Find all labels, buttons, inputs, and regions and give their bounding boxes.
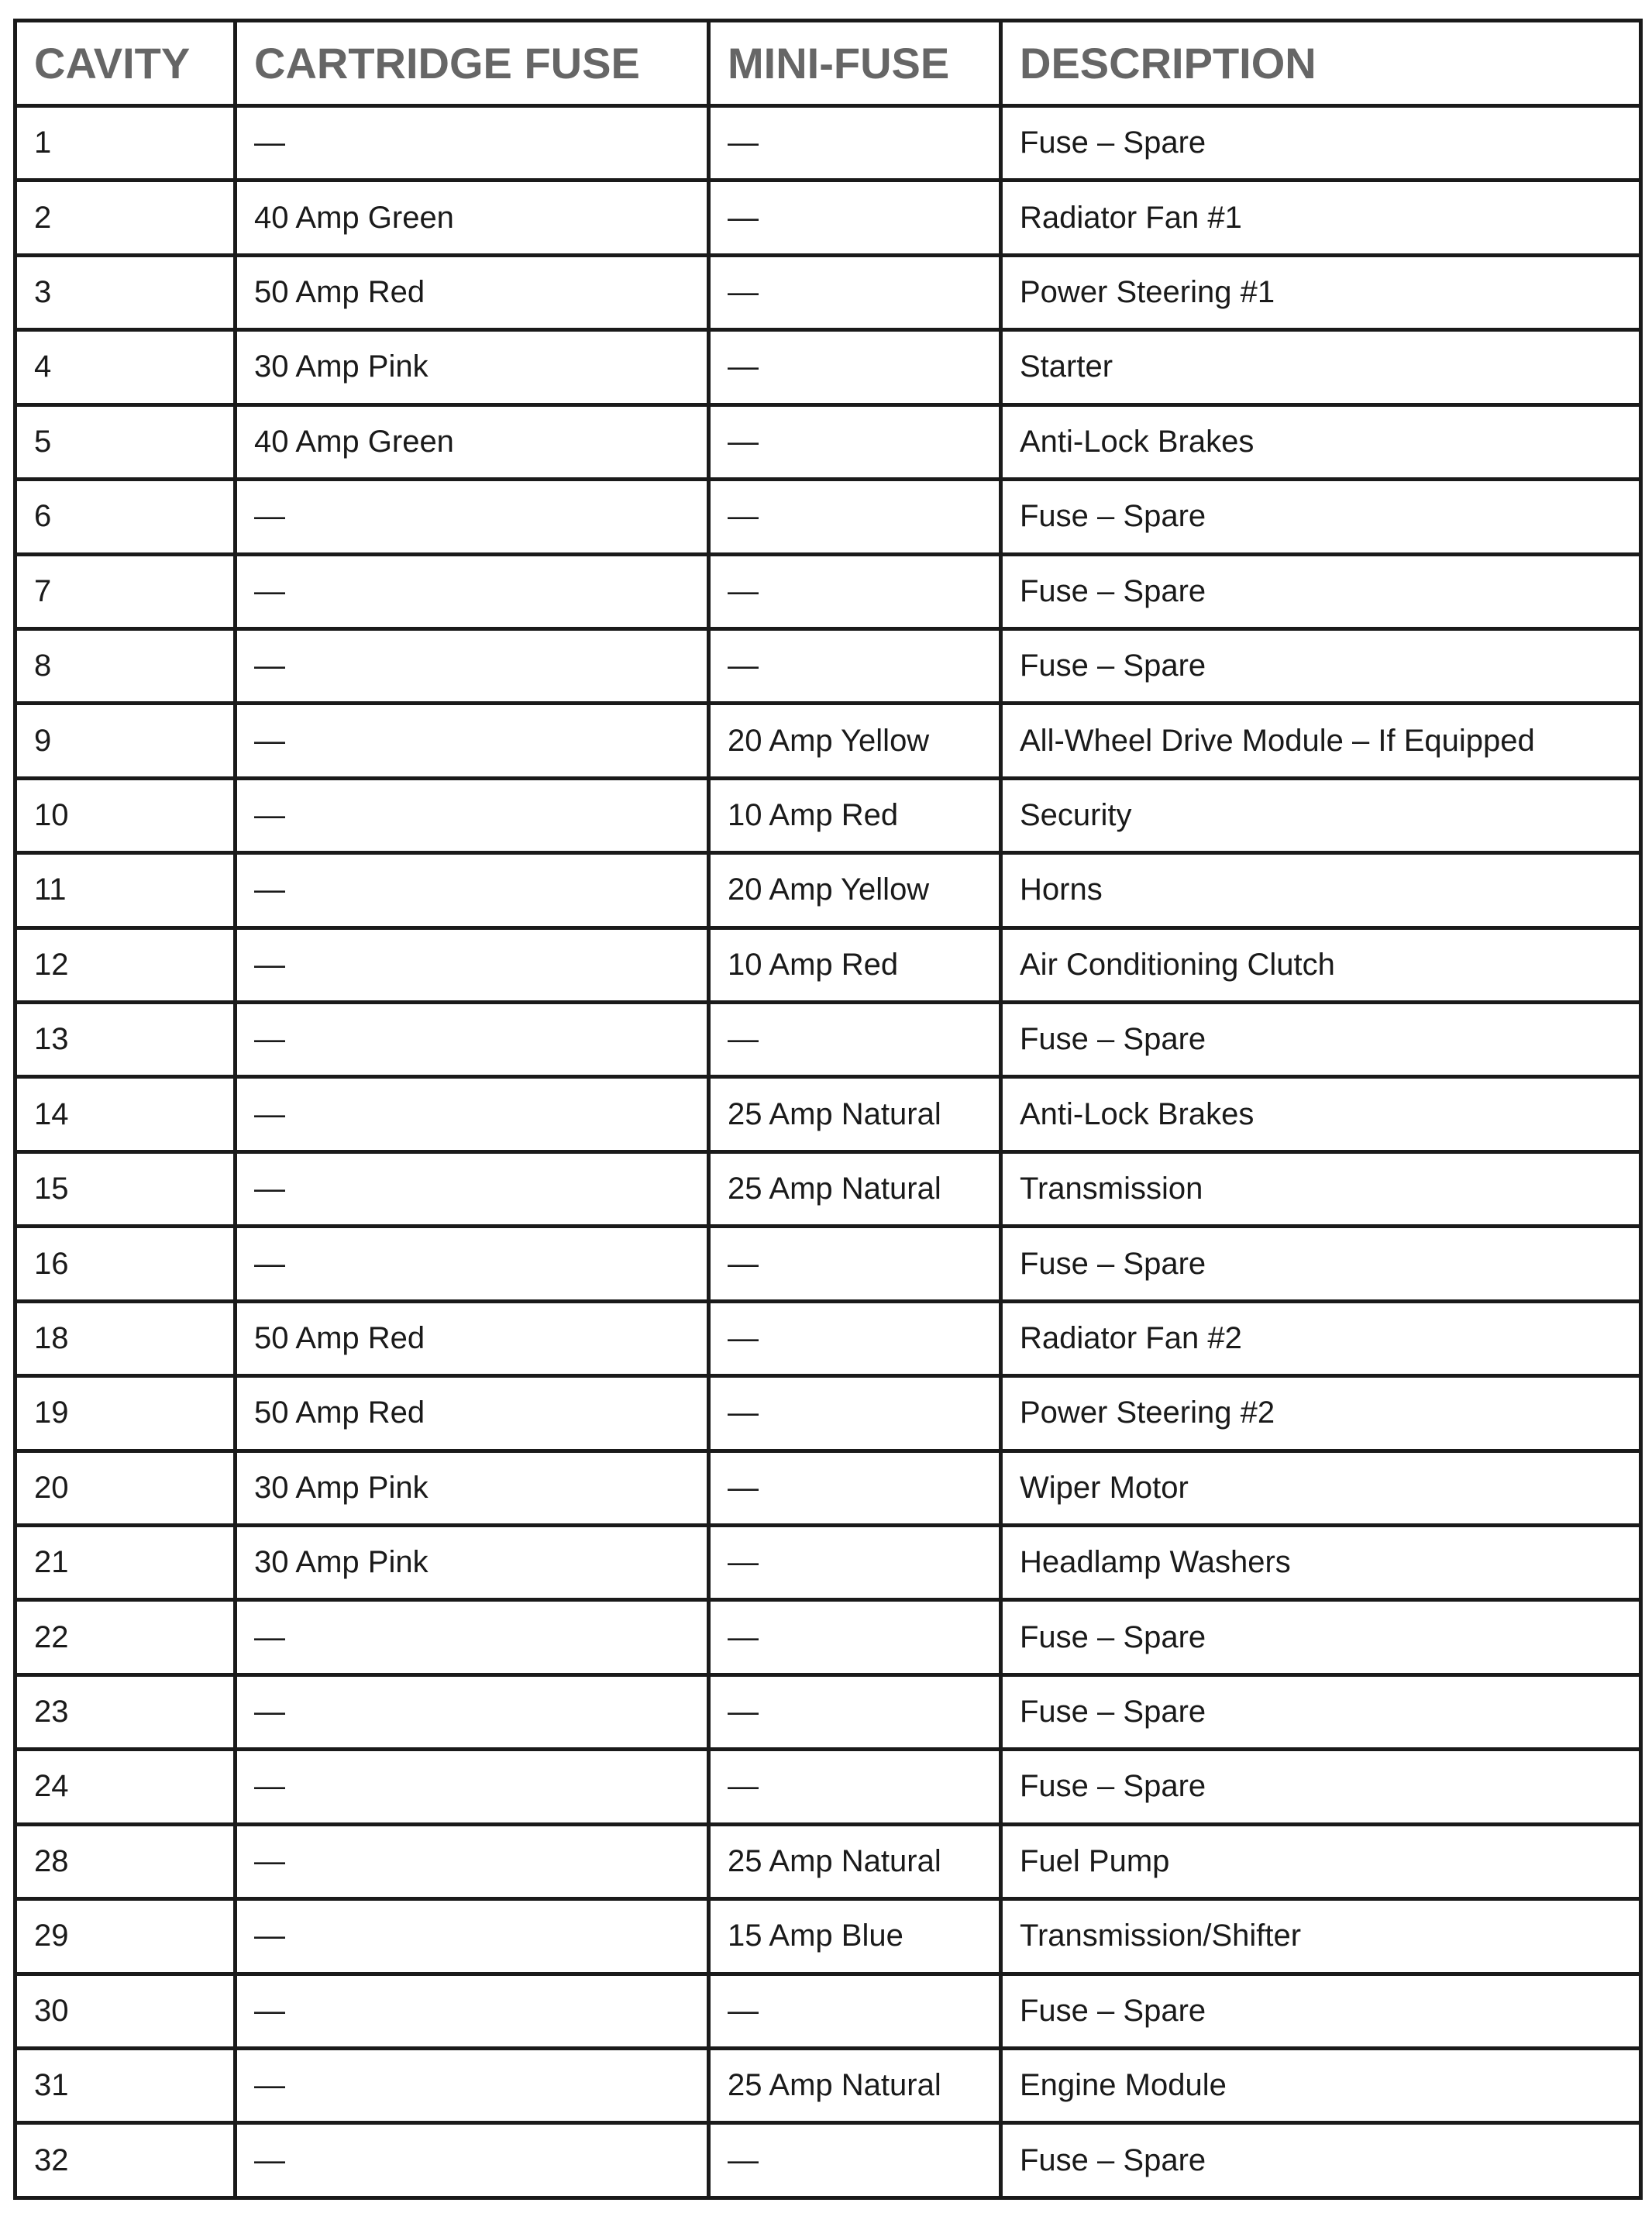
cell-description: Air Conditioning Clutch [1001, 928, 1641, 1002]
cell-mini-fuse: 20 Amp Yellow [709, 704, 1001, 778]
cell-cartridge-fuse: — [236, 1899, 709, 1974]
table-row [15, 1227, 1641, 1301]
cell-cavity: 24 [15, 1750, 236, 1824]
cell-cartridge-fuse: — [236, 2123, 709, 2198]
table-row [15, 2048, 1641, 2122]
cell-description: Fuse – Spare [1001, 480, 1641, 554]
cell-description: Starter [1001, 330, 1641, 404]
cell-cartridge-fuse: — [236, 1151, 709, 1226]
cell-cartridge-fuse: — [236, 704, 709, 778]
table-row [15, 1974, 1641, 2048]
cell-description: Security [1001, 778, 1641, 852]
cell-description: Anti-Lock Brakes [1001, 1077, 1641, 1151]
cell-cartridge-fuse: 40 Amp Green [236, 181, 709, 255]
table-row [15, 554, 1641, 628]
cell-description: Engine Module [1001, 2048, 1641, 2122]
cell-mini-fuse: 25 Amp Natural [709, 2048, 1001, 2122]
cell-description: Transmission [1001, 1151, 1641, 1226]
cell-cartridge-fuse: — [236, 1824, 709, 1898]
cell-cavity: 28 [15, 1824, 236, 1898]
cell-mini-fuse: — [709, 1974, 1001, 2048]
cell-cartridge-fuse: 30 Amp Pink [236, 330, 709, 404]
cell-cavity: 18 [15, 1301, 236, 1375]
table-row [15, 1376, 1641, 1451]
cell-cartridge-fuse: — [236, 554, 709, 628]
cell-mini-fuse: — [709, 628, 1001, 703]
cell-description: Fuse – Spare [1001, 2123, 1641, 2198]
cell-cavity: 13 [15, 1003, 236, 1077]
cell-description: Anti-Lock Brakes [1001, 404, 1641, 479]
cell-mini-fuse: — [709, 330, 1001, 404]
cell-mini-fuse: — [709, 1750, 1001, 1824]
table-row [15, 853, 1641, 928]
table-row [15, 1750, 1641, 1824]
cell-cartridge-fuse: 30 Amp Pink [236, 1526, 709, 1600]
cell-mini-fuse: — [709, 1376, 1001, 1451]
cell-cartridge-fuse: 50 Amp Red [236, 255, 709, 329]
cell-mini-fuse: — [709, 1451, 1001, 1525]
fuse-table [13, 19, 1643, 2200]
cell-cavity: 29 [15, 1899, 236, 1974]
cell-cavity: 7 [15, 554, 236, 628]
cell-description: Fuse – Spare [1001, 1674, 1641, 1749]
cell-mini-fuse: 25 Amp Natural [709, 1824, 1001, 1898]
cell-cartridge-fuse: — [236, 1674, 709, 1749]
table-row [15, 255, 1641, 329]
cell-cartridge-fuse: — [236, 1003, 709, 1077]
cell-cavity: 9 [15, 704, 236, 778]
cell-mini-fuse: — [709, 1003, 1001, 1077]
cell-cavity: 30 [15, 1974, 236, 2048]
cell-mini-fuse: 25 Amp Natural [709, 1151, 1001, 1226]
cell-description: Transmission/Shifter [1001, 1899, 1641, 1974]
cell-cavity: 21 [15, 1526, 236, 1600]
table-row [15, 2123, 1641, 2198]
table-row [15, 106, 1641, 181]
table-row [15, 1077, 1641, 1151]
cell-cartridge-fuse: 50 Amp Red [236, 1376, 709, 1451]
cell-cavity: 5 [15, 404, 236, 479]
cell-cartridge-fuse: — [236, 106, 709, 181]
cell-mini-fuse: — [709, 1526, 1001, 1600]
cell-cavity: 1 [15, 106, 236, 181]
cell-mini-fuse: 15 Amp Blue [709, 1899, 1001, 1974]
table-row [15, 1899, 1641, 1974]
cell-mini-fuse: — [709, 554, 1001, 628]
cell-cartridge-fuse: — [236, 1600, 709, 1674]
cell-cavity: 11 [15, 853, 236, 928]
cell-description: Fuse – Spare [1001, 1974, 1641, 2048]
cell-mini-fuse: — [709, 106, 1001, 181]
cell-cavity: 2 [15, 181, 236, 255]
cell-mini-fuse: — [709, 1674, 1001, 1749]
cell-cavity: 16 [15, 1227, 236, 1301]
table-row [15, 1301, 1641, 1375]
cell-mini-fuse: — [709, 255, 1001, 329]
cell-description: Horns [1001, 853, 1641, 928]
table-header [15, 21, 1641, 106]
cell-mini-fuse: — [709, 181, 1001, 255]
cell-mini-fuse: 20 Amp Yellow [709, 853, 1001, 928]
cell-cartridge-fuse: — [236, 778, 709, 852]
cell-description: Fuse – Spare [1001, 1750, 1641, 1824]
table-row [15, 778, 1641, 852]
cell-cavity: 3 [15, 255, 236, 329]
cell-description: Wiper Motor [1001, 1451, 1641, 1525]
cell-cartridge-fuse: — [236, 2048, 709, 2122]
cell-description: Fuse – Spare [1001, 106, 1641, 181]
cell-mini-fuse: — [709, 1600, 1001, 1674]
table-row [15, 1003, 1641, 1077]
cell-description: Fuse – Spare [1001, 628, 1641, 703]
cell-mini-fuse: 10 Amp Red [709, 928, 1001, 1002]
cell-cartridge-fuse: — [236, 628, 709, 703]
cell-cartridge-fuse: — [236, 1227, 709, 1301]
cell-cavity: 32 [15, 2123, 236, 2198]
cell-cavity: 20 [15, 1451, 236, 1525]
cell-mini-fuse: — [709, 1301, 1001, 1375]
cell-cavity: 4 [15, 330, 236, 404]
header-description: DESCRIPTION [1001, 21, 1641, 106]
header-row [15, 21, 1641, 106]
table-row [15, 1600, 1641, 1674]
cell-cavity: 31 [15, 2048, 236, 2122]
cell-cartridge-fuse: — [236, 1750, 709, 1824]
cell-mini-fuse: — [709, 480, 1001, 554]
cell-description: Fuse – Spare [1001, 1003, 1641, 1077]
cell-cavity: 19 [15, 1376, 236, 1451]
cell-cartridge-fuse: — [236, 480, 709, 554]
table-row [15, 330, 1641, 404]
cell-description: Radiator Fan #1 [1001, 181, 1641, 255]
table-row [15, 404, 1641, 479]
table-row [15, 628, 1641, 703]
table-row [15, 1451, 1641, 1525]
cell-description: Power Steering #1 [1001, 255, 1641, 329]
cell-description: All-Wheel Drive Module – If Equipped [1001, 704, 1641, 778]
cell-cartridge-fuse: — [236, 1974, 709, 2048]
cell-mini-fuse: 25 Amp Natural [709, 1077, 1001, 1151]
cell-cavity: 15 [15, 1151, 236, 1226]
cell-description: Power Steering #2 [1001, 1376, 1641, 1451]
cell-cavity: 6 [15, 480, 236, 554]
table-row [15, 1824, 1641, 1898]
table-row [15, 1526, 1641, 1600]
cell-description: Fuse – Spare [1001, 1227, 1641, 1301]
cell-cavity: 14 [15, 1077, 236, 1151]
table-body [15, 106, 1641, 2198]
table-row [15, 1674, 1641, 1749]
cell-mini-fuse: 10 Amp Red [709, 778, 1001, 852]
cell-cavity: 8 [15, 628, 236, 703]
table-row [15, 1151, 1641, 1226]
cell-description: Fuse – Spare [1001, 554, 1641, 628]
cell-cavity: 23 [15, 1674, 236, 1749]
cell-cartridge-fuse: — [236, 928, 709, 1002]
cell-cartridge-fuse: — [236, 1077, 709, 1151]
cell-cartridge-fuse: 50 Amp Red [236, 1301, 709, 1375]
cell-cavity: 10 [15, 778, 236, 852]
cell-description: Headlamp Washers [1001, 1526, 1641, 1600]
cell-mini-fuse: — [709, 404, 1001, 479]
cell-mini-fuse: — [709, 2123, 1001, 2198]
table-row [15, 480, 1641, 554]
cell-mini-fuse: — [709, 1227, 1001, 1301]
table-row [15, 928, 1641, 1002]
header-cartridge-fuse: CARTRIDGE FUSE [236, 21, 709, 106]
cell-description: Radiator Fan #2 [1001, 1301, 1641, 1375]
cell-description: Fuel Pump [1001, 1824, 1641, 1898]
cell-cartridge-fuse: 40 Amp Green [236, 404, 709, 479]
table-row [15, 704, 1641, 778]
cell-cavity: 12 [15, 928, 236, 1002]
cell-cartridge-fuse: — [236, 853, 709, 928]
cell-description: Fuse – Spare [1001, 1600, 1641, 1674]
cell-cavity: 22 [15, 1600, 236, 1674]
cell-cartridge-fuse: 30 Amp Pink [236, 1451, 709, 1525]
header-cavity: CAVITY [15, 21, 236, 106]
table-row [15, 181, 1641, 255]
header-mini-fuse: MINI-FUSE [709, 21, 1001, 106]
